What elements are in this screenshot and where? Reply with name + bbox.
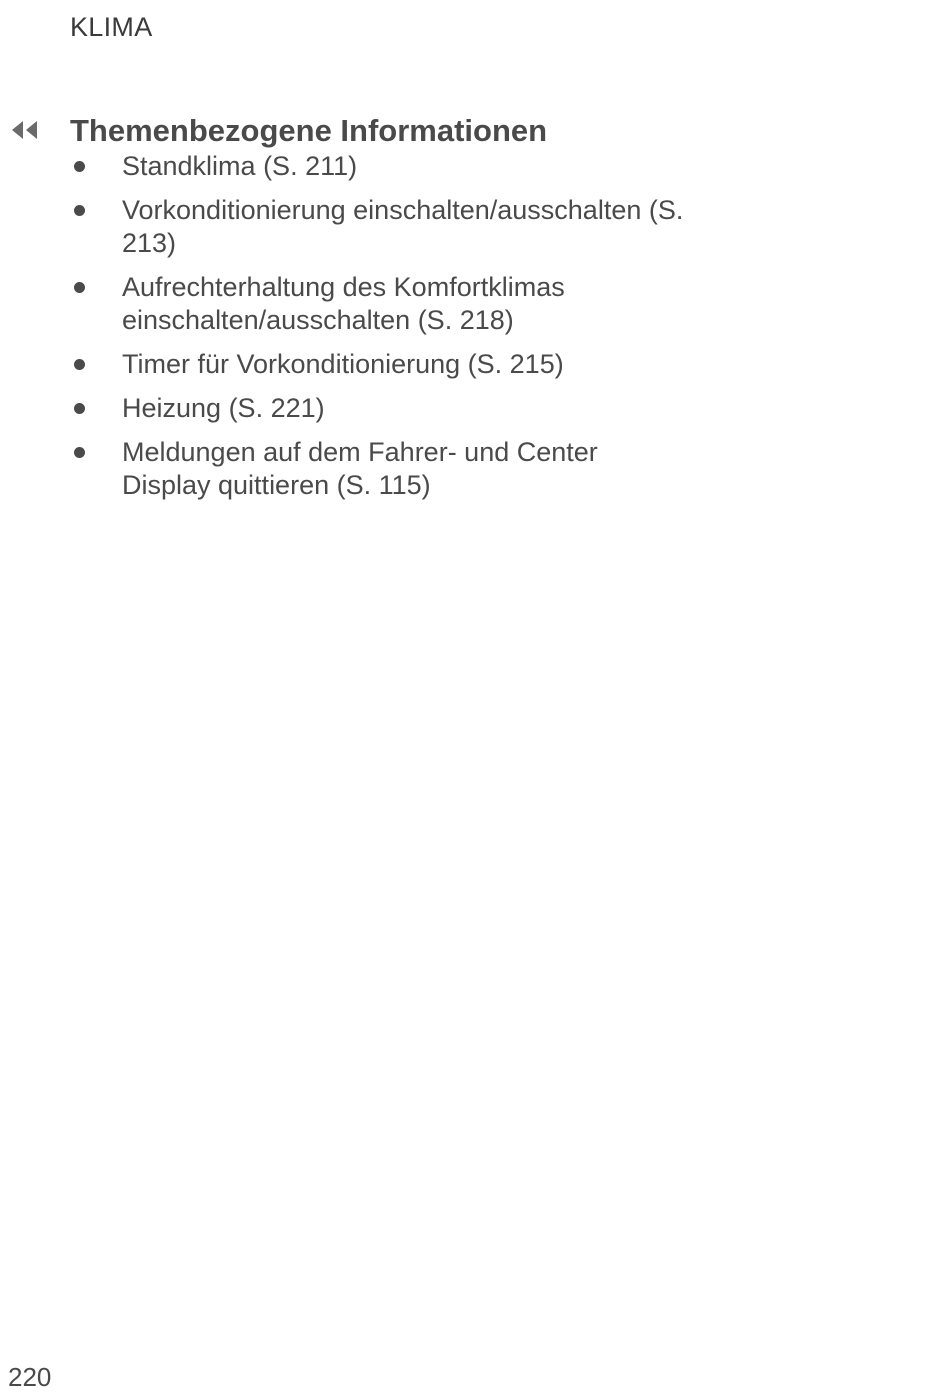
related-link-text: Vorkonditionierung einschalten/ausschalten (S. 213) xyxy=(122,195,684,258)
related-link-heizung[interactable] xyxy=(70,392,690,425)
related-link-vorkonditionierung[interactable] xyxy=(70,194,690,260)
page-number: 220 xyxy=(8,1362,52,1392)
section-title: Themenbezogene Informationen xyxy=(70,113,548,148)
related-link-text: Aufrechterhaltung des Komfortklimas einschalten/ausschalten (S. 218) xyxy=(122,272,565,335)
related-link-text: Standklima (S. 211) xyxy=(122,151,358,181)
related-link-meldungen[interactable] xyxy=(70,436,690,502)
related-link-komfortklima[interactable] xyxy=(70,271,690,337)
chapter-header: KLIMA xyxy=(70,12,153,42)
related-information-section xyxy=(70,112,690,513)
related-link-text: Timer für Vorkonditionierung (S. 215) xyxy=(122,349,564,379)
related-link-text: Meldungen auf dem Fahrer- und Center Display quittieren (S. 115) xyxy=(122,437,598,500)
related-link-standklima[interactable] xyxy=(70,150,690,183)
bullet-icon xyxy=(74,403,85,414)
bullet-icon xyxy=(74,161,85,172)
related-link-text: Heizung (S. 221) xyxy=(122,393,325,423)
continued-from-previous-icon xyxy=(10,118,40,142)
related-links-list xyxy=(70,150,690,502)
related-link-timer[interactable] xyxy=(70,348,690,381)
bullet-icon xyxy=(74,447,85,458)
bullet-icon xyxy=(74,359,85,370)
bullet-icon xyxy=(74,282,85,293)
bullet-icon xyxy=(74,205,85,216)
